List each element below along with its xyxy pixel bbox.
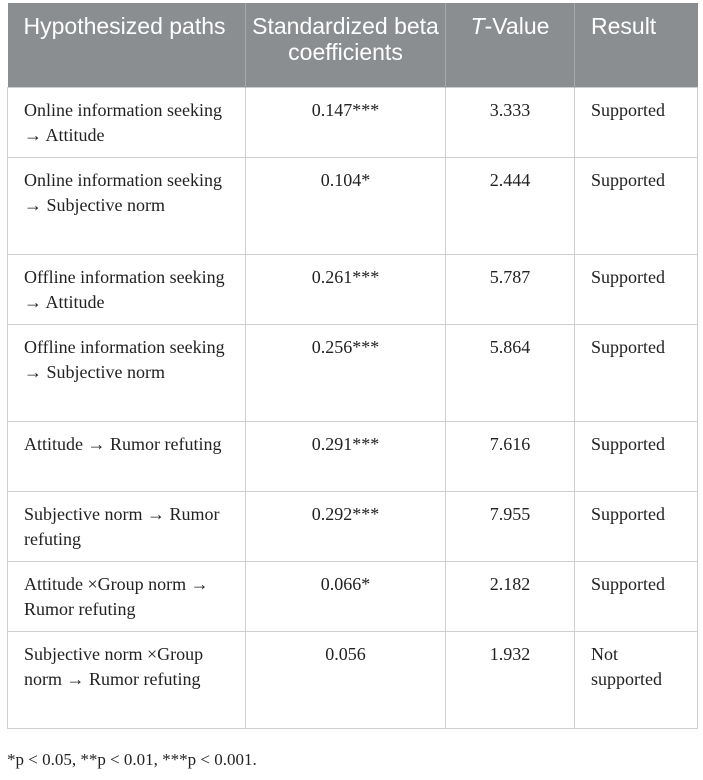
table-footnote: *p < 0.05, **p < 0.01, ***p < 0.001.	[7, 750, 257, 769]
beta-cell: 0.147***	[246, 87, 446, 157]
path-cell: Subjective norm ×Group norm → Rumor refuting	[8, 631, 246, 728]
table-row	[8, 254, 698, 324]
result-cell: Supported	[575, 561, 698, 631]
header-result: Result	[575, 3, 698, 87]
header-hypothesized-paths: Hypothesized paths	[8, 3, 246, 87]
results-table	[7, 3, 698, 729]
result-cell: Supported	[575, 87, 698, 157]
beta-cell: 0.292***	[246, 491, 446, 561]
beta-cell: 0.066*	[246, 561, 446, 631]
result-cell: Supported	[575, 157, 698, 254]
result-cell: Supported	[575, 421, 698, 491]
t-value-cell: 1.932	[446, 631, 575, 728]
path-cell: Offline information seeking → Attitude	[8, 254, 246, 324]
beta-cell: 0.261***	[246, 254, 446, 324]
t-value-cell: 7.955	[446, 491, 575, 561]
header-t-value	[446, 3, 575, 87]
result-cell: Not supported	[575, 631, 698, 728]
table-row	[8, 631, 698, 728]
header-t-rest: -Value	[484, 13, 550, 39]
table-row	[8, 324, 698, 421]
t-value-cell: 2.182	[446, 561, 575, 631]
path-cell: Online information seeking → Subjective norm	[8, 157, 246, 254]
beta-cell: 0.256***	[246, 324, 446, 421]
t-value-cell: 7.616	[446, 421, 575, 491]
result-cell: Supported	[575, 491, 698, 561]
beta-cell: 0.056	[246, 631, 446, 728]
table-row	[8, 421, 698, 491]
table-row	[8, 491, 698, 561]
header-row	[8, 3, 698, 87]
table-row	[8, 561, 698, 631]
table-row	[8, 157, 698, 254]
beta-cell: 0.104*	[246, 157, 446, 254]
beta-cell: 0.291***	[246, 421, 446, 491]
path-cell: Attitude ×Group norm → Rumor refuting	[8, 561, 246, 631]
path-cell: Offline information seeking → Subjective norm	[8, 324, 246, 421]
result-cell: Supported	[575, 324, 698, 421]
t-value-cell: 5.864	[446, 324, 575, 421]
t-value-cell: 3.333	[446, 87, 575, 157]
result-cell: Supported	[575, 254, 698, 324]
path-cell: Subjective norm → Rumor refuting	[8, 491, 246, 561]
path-cell: Attitude → Rumor refuting	[8, 421, 246, 491]
table-row	[8, 87, 698, 157]
t-value-cell: 2.444	[446, 157, 575, 254]
header-t-italic: T	[470, 13, 485, 39]
t-value-cell: 5.787	[446, 254, 575, 324]
header-beta-coefficients: Standardized beta coefficients	[246, 3, 446, 87]
path-cell: Online information seeking → Attitude	[8, 87, 246, 157]
